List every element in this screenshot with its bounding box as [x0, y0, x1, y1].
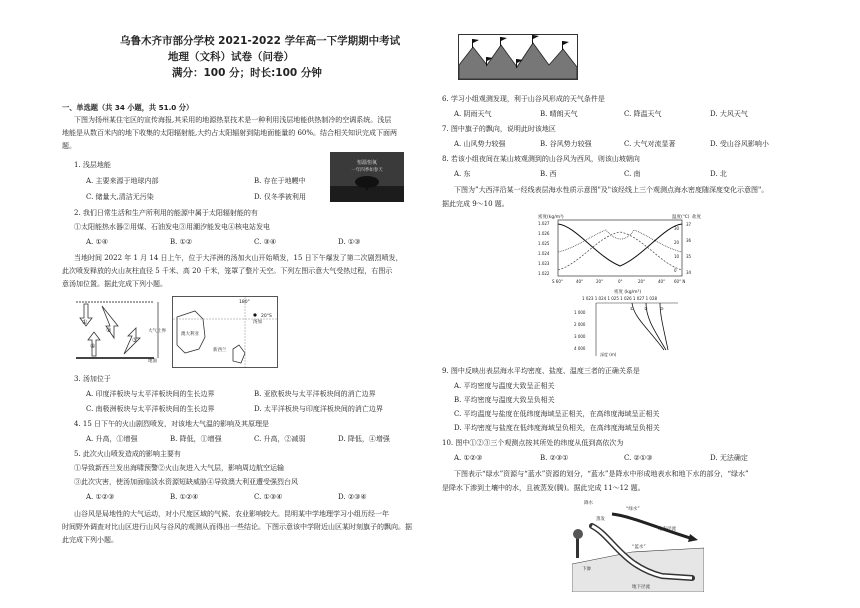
option: D. 受山谷风影响小	[710, 140, 769, 148]
option: B. ①②	[170, 238, 193, 246]
option: D. 大风天气	[710, 110, 748, 118]
tonga-location-map	[172, 296, 278, 368]
y-tick: 1.023	[538, 261, 550, 266]
option: B. ②③①	[540, 454, 569, 462]
y-tick-temp: 10	[674, 254, 680, 259]
y-tick-right: 37	[686, 222, 692, 227]
label-infiltration: 下渗	[582, 567, 591, 572]
svg-text:③: ③	[660, 306, 664, 311]
option: A. 阴雨天气	[454, 110, 492, 118]
svg-text:③: ③	[132, 337, 138, 344]
passage-text: 山谷风是局地性的大气运动，对小尺度区域的气候、农业影响较大。昆明某中学地理学习小组历经一年	[74, 510, 389, 518]
option: C. 降温天气	[624, 110, 662, 118]
svg-text:①: ①	[82, 319, 88, 326]
y-tick-right: 34	[686, 270, 692, 275]
option: D. 平均密度与盐度在低纬度海域呈负相关，在高纬度海域呈负相关	[454, 424, 660, 432]
green-blue-water-diagram	[572, 496, 704, 592]
option: A. ①②③	[454, 454, 483, 462]
passage-text: 当地时间 2022 年 1 月 14 日上午，位于大洋洲的汤加火山开始喷发，15 日下午爆发了第二次剧烈喷发，	[74, 254, 403, 262]
y-tick: 1.026	[538, 231, 550, 236]
option: D. 仅冬季被利用	[254, 193, 306, 201]
poster-image	[330, 152, 404, 202]
map-australia: 澳大利亚	[181, 332, 199, 337]
passage-text: 此完成下列小题。	[62, 536, 118, 544]
option: B. 谷风势力较强	[540, 140, 592, 148]
option: D. 降低，④增强	[338, 435, 390, 443]
option: A. ①②③	[86, 493, 115, 501]
option: D. 太平洋板块与印度洋板块间的消亡边界	[254, 405, 383, 413]
passage-text: 下图表示“绿水”资源与“蓝水”资源的划分，“蓝水”是降水中形成地表水和地下水的部分，“绿水”	[454, 470, 749, 478]
x-tick: 20°	[638, 279, 646, 284]
atm-label-top: 大气上界	[148, 329, 166, 334]
option: B. ①②④	[170, 493, 199, 501]
question-1: 1. 浅层地能	[74, 161, 111, 169]
y-tick: 1.025	[538, 241, 550, 246]
passage-text: 意汤加位置。据此完成下列小题。	[62, 280, 167, 288]
question-text: ①导致新西兰发出海啸预警②火山灰进入大气层，影响周边航空运输	[74, 464, 284, 472]
option: C. 升高，②减弱	[254, 435, 306, 443]
atm-label-ground: 地面	[148, 359, 157, 364]
ocean-properties-chart	[536, 212, 704, 286]
depth-tick: 3 000	[574, 334, 586, 339]
mountain-flag-image	[458, 34, 578, 80]
question-4: 4. 15 日下午的火山剧烈喷发，对该地大气温的影响及其原理是	[74, 420, 270, 428]
passage-text: 下图为扬州某住宅区的宣传海报,其采用的地源热泵技术是一种利用浅层地能供热制冷的空调系统。浅层	[74, 116, 392, 124]
option: A. 主要来源于地球内部	[86, 177, 159, 185]
depth-tick: 4 000	[574, 346, 586, 351]
option: C. ②①③	[624, 454, 653, 462]
svg-text:④: ④	[90, 343, 96, 350]
option: D. 北	[710, 170, 727, 178]
exam-score-time: 满分：100 分；时长:100 分钟	[172, 67, 322, 79]
section-heading: 一、单选题（共 34 小题，共 51.0 分）	[62, 103, 194, 112]
passage-text: 据此完成 9～10 题。	[442, 200, 509, 208]
option: B. 晴朗天气	[540, 110, 578, 118]
y-tick: 1.024	[538, 251, 550, 256]
x-tick: 60° N	[674, 279, 686, 284]
chart-label-salinity: 盐度	[692, 215, 701, 220]
poster-caption-1: 恒温恒氧	[356, 160, 378, 166]
label-groundwater: 地下径流	[632, 585, 650, 590]
label-evap: 蒸发	[596, 517, 605, 522]
option: D. 无法确定	[710, 454, 748, 462]
question-9: 9. 图中反映出表层海水平均密度、盐度、温度三者的正确关系是	[442, 367, 640, 375]
option: A. 东	[454, 170, 471, 178]
option: C. 南	[624, 170, 641, 178]
question-5: 5. 此次火山喷发造成的影响主要有	[74, 450, 181, 458]
y-tick-temp: 30	[674, 226, 680, 231]
question-2: 2. 我们日常生活和生产所利用的能源中属于太阳辐射能的有	[74, 209, 258, 217]
chart-label-density: 密度(kg/m³)	[538, 215, 564, 220]
y-tick: 1.027	[538, 221, 550, 226]
x-tick: 20°	[596, 279, 604, 284]
passage-text: 此次喷发释放的火山灰柱直径 5 千米、高 20 千米，笼罩了整片天空。下列左图示意大气受热过程，右图示	[62, 267, 393, 275]
passage-text: 地能是从数百米内的地下收集的太阳辐射能,大约占太阳辐射到陆地面能量的 60%。结合相关知识完成下面两	[62, 129, 398, 137]
svg-text:②: ②	[106, 327, 112, 334]
passage-text: 下图为”大西洋沿某一经线表层海水性质示意图"及"该经线上三个观测点海水密度随深度变化示意图"。	[454, 186, 769, 194]
atmosphere-heating-diagram	[72, 296, 168, 366]
x-tick: 0°	[618, 279, 623, 284]
y-tick: 1.022	[538, 271, 550, 276]
option: A. ①④	[86, 238, 109, 246]
option: A. 升高，①增强	[86, 435, 138, 443]
label-green-water: “绿水”	[626, 507, 640, 512]
option: D. ②③④	[338, 493, 367, 501]
exam-title: 乌鲁木齐市部分学校 2021-2022 学年高一下学期期中考试	[120, 35, 401, 47]
option: B. 亚欧板块与太平洋板块间的消亡边界	[254, 390, 376, 398]
label-surface-runoff: 地表径流	[658, 527, 676, 532]
passage-text: 题。	[62, 142, 76, 150]
option: C. ③④	[254, 238, 277, 246]
question-6: 6. 学习小组观测发现，利于山谷风形成的天气条件是	[442, 95, 605, 103]
option: A. 山风势力较强	[454, 140, 506, 148]
y-tick-temp: 20	[674, 240, 680, 245]
map-newzealand: 新西兰	[213, 348, 227, 353]
question-10: 10. 图中①②③三个观测点按其所处的纬度从低到高依次为	[442, 439, 624, 447]
svg-text:②: ②	[644, 306, 648, 311]
map-latitude: 20°S	[261, 314, 272, 319]
density-depth-chart	[574, 288, 684, 358]
svg-text:①: ①	[630, 306, 634, 311]
exam-subtitle: 地理（文科）试卷（问卷）	[168, 51, 294, 63]
question-text: ①太阳能热水器②用煤、石油发电③用潮汐能发电④核电站发电	[74, 223, 270, 231]
question-7: 7. 图中旗子的飘向，说明此时该地区	[442, 125, 556, 133]
option: B. 平均密度与温度大致呈负相关	[454, 396, 555, 404]
chart-label-temp: 温度(℃)	[672, 215, 690, 220]
x-tick: 40°	[576, 279, 584, 284]
depth-axis-label: 深度 (m)	[600, 352, 617, 357]
question-3: 3. 汤加位于	[74, 375, 111, 383]
label-precip: 降水	[584, 501, 593, 506]
depth-tick: 2 000	[574, 322, 586, 327]
y-tick-temp: 0	[674, 268, 677, 273]
x-tick: 40°	[658, 279, 666, 284]
option: A. 印度洋板块与太平洋板块间的生长边界	[86, 390, 215, 398]
density-chart-ticks: 1 023 1 024 1 025 1 026 1 027 1 028	[582, 296, 658, 301]
option: C. 平均温度与盐度在低纬度海域呈正相关，在高纬度海域呈正相关	[454, 410, 660, 418]
y-tick-right: 36	[686, 238, 692, 243]
option: B. 存在于地幔中	[254, 177, 306, 185]
poster-caption-2: 一年四季如春天	[351, 168, 383, 173]
option: D. ①③	[338, 238, 361, 246]
map-meridian: 180°	[239, 300, 250, 305]
question-8: 8. 若该小组夜间在某山坡观测到的山谷风为西风，则该山坡朝向	[442, 155, 640, 163]
x-tick: S 60°	[552, 279, 563, 284]
option: C. 大气对流显著	[624, 140, 676, 148]
option: B. 西	[540, 170, 557, 178]
passage-text: 时间野外调查对比山区进行山风与谷风的观测从而得出一些结论。下图示意该中学附近山区某时刻旗子的飘向。据	[62, 523, 412, 531]
density-chart-title: 密度 (kg/m³)	[614, 290, 642, 295]
option: C. ①③④	[254, 493, 283, 501]
map-tonga: 汤加	[253, 320, 262, 325]
option: C. 南极洲板块与太平洋板块间的生长边界	[86, 405, 215, 413]
passage-text: 是降水下渗到土壤中的水，且被蒸发(腾)。据此完成 11～12 题。	[442, 484, 645, 492]
label-blue-water: “蓝水”	[632, 545, 646, 550]
y-tick-right: 35	[686, 254, 692, 259]
depth-tick: 1 000	[574, 310, 586, 315]
option: B. 降低，①增强	[170, 435, 222, 443]
option: A. 平均密度与温度大致呈正相关	[454, 382, 555, 390]
option: C. 储量大,清洁无污染	[86, 193, 154, 201]
question-text: ③此次灾害，使汤加面临淡水资源短缺威胁④导致澳大利亚遭受强烈台风	[74, 478, 298, 486]
